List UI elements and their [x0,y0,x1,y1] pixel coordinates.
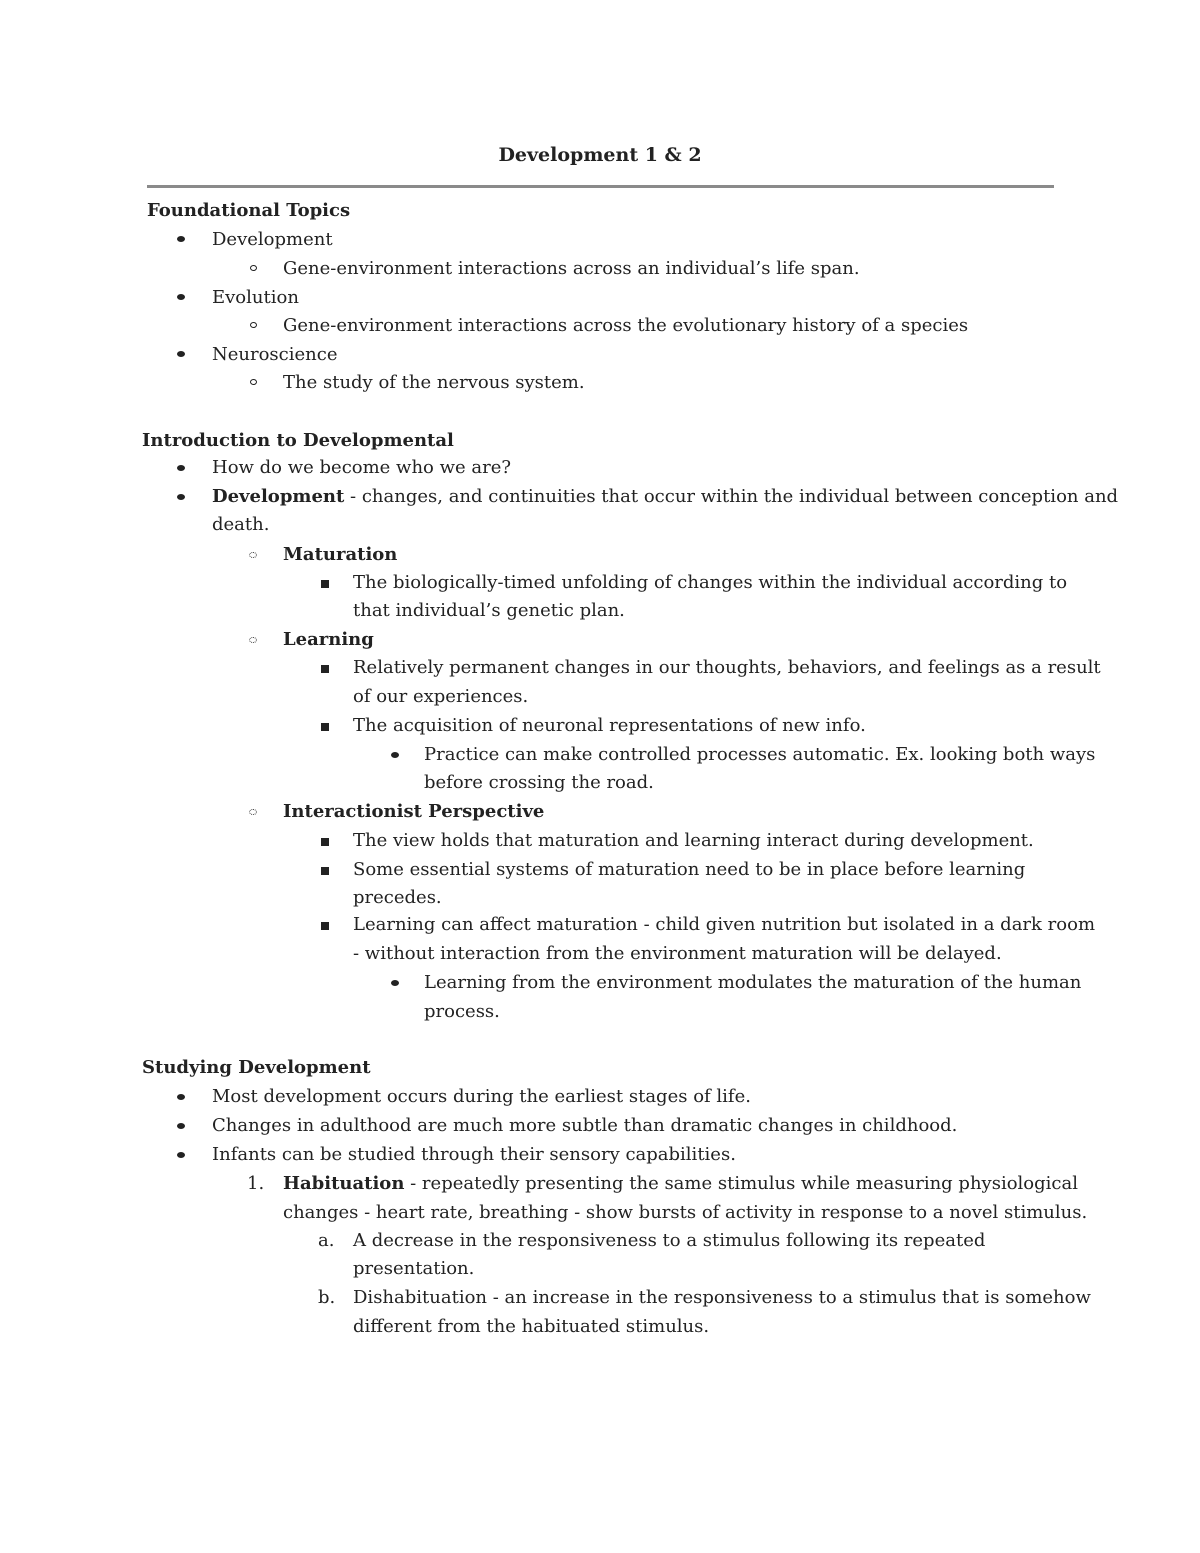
list-item: The study of the nervous system. [283,372,585,393]
list-item: Learning from the environment modulates the maturation of the human [424,972,1082,993]
list-item-continuation: precedes. [353,887,442,908]
term-development: Development [212,486,345,507]
list-item: A decrease in the responsiveness to a stimulus following its repeated [353,1230,986,1251]
bullet-circle-icon [250,379,257,385]
list-item: Practice can make controlled processes automatic. Ex. looking both ways [424,744,1096,765]
list-item: Some essential systems of maturation need to be in place before learning [353,859,1026,880]
list-item: Gene-environment interactions across the evolutionary history of a species [283,315,969,336]
document-title: Development 1 & 2 [498,144,702,166]
list-item-continuation: - without interaction from the environment maturation will be delayed. [353,943,1002,964]
list-item: How do we become who we are? [212,457,512,478]
list-item: Infants can be studied through their sensory capabilities. [212,1144,736,1165]
definition-text: - changes, and continuities that occur within the individual between conception and [344,486,1119,507]
bullet-disc-icon [177,294,185,300]
section-heading-introduction: Introduction to Developmental [142,430,454,451]
list-item-continuation: of our experiences. [353,686,529,707]
bullet-disc-icon [177,1094,185,1100]
definition-text: - repeatedly presenting the same stimulus while measuring physiological [404,1173,1078,1194]
bullet-disc-icon [391,752,399,758]
list-item [283,1170,1078,1198]
bullet-disc-icon [177,494,185,500]
title-divider [147,185,1054,188]
list-item: Learning can affect maturation - child given nutrition but isolated in a dark room [353,914,1096,935]
list-item-continuation: different from the habituated stimulus. [353,1316,710,1337]
section-heading-studying: Studying Development [142,1057,371,1078]
list-item-continuation: presentation. [353,1258,475,1279]
list-number: 1. [247,1173,265,1194]
bullet-disc-icon [177,351,185,357]
list-item: The acquisition of neuronal representations of new info. [353,715,866,736]
list-item: Evolution [212,287,299,308]
bullet-disc-icon [177,1123,185,1129]
bullet-square-icon [321,838,329,846]
list-item [212,483,1118,511]
list-item: Gene-environment interactions across an individual’s life span. [283,258,860,279]
list-item: The view holds that maturation and learning interact during development. [353,830,1034,851]
term-learning: Learning [283,629,374,650]
bullet-square-icon [321,665,329,673]
term-habituation: Habituation [283,1173,405,1194]
section-heading-foundational: Foundational Topics [147,200,351,221]
list-letter: b. [318,1287,336,1308]
list-item-continuation: that individual’s genetic plan. [353,600,625,621]
list-item: Dishabituation - an increase in the responsiveness to a stimulus that is somehow [353,1287,1091,1308]
list-item-continuation: changes - heart rate, breathing - show bursts of activity in response to a novel stimulus. [283,1202,1088,1223]
bullet-square-icon [321,867,329,875]
bullet-dotted-circle-icon [249,637,257,643]
bullet-square-icon [321,723,329,731]
list-item-continuation: process. [424,1001,500,1022]
term-maturation: Maturation [283,544,398,565]
list-item: The biologically-timed unfolding of changes within the individual according to [353,572,1068,593]
bullet-dotted-circle-icon [249,809,257,815]
bullet-square-icon [321,580,329,588]
bullet-dotted-circle-icon [249,552,257,558]
list-item: Most development occurs during the earliest stages of life. [212,1086,751,1107]
term-interactionist-perspective: Interactionist Perspective [283,801,545,822]
list-letter: a. [318,1230,335,1251]
list-item: Development [212,229,333,250]
bullet-circle-icon [250,265,257,271]
list-item: Neuroscience [212,344,338,365]
list-item: Relatively permanent changes in our thoughts, behaviors, and feelings as a result [353,657,1101,678]
list-item: Changes in adulthood are much more subtle than dramatic changes in childhood. [212,1115,958,1136]
bullet-disc-icon [177,465,185,471]
bullet-circle-icon [250,322,257,328]
bullet-disc-icon [177,236,185,242]
bullet-square-icon [321,922,329,930]
bullet-disc-icon [177,1152,185,1158]
list-item-continuation: before crossing the road. [424,772,654,793]
bullet-disc-icon [391,980,399,986]
list-item-continuation: death. [212,514,270,535]
